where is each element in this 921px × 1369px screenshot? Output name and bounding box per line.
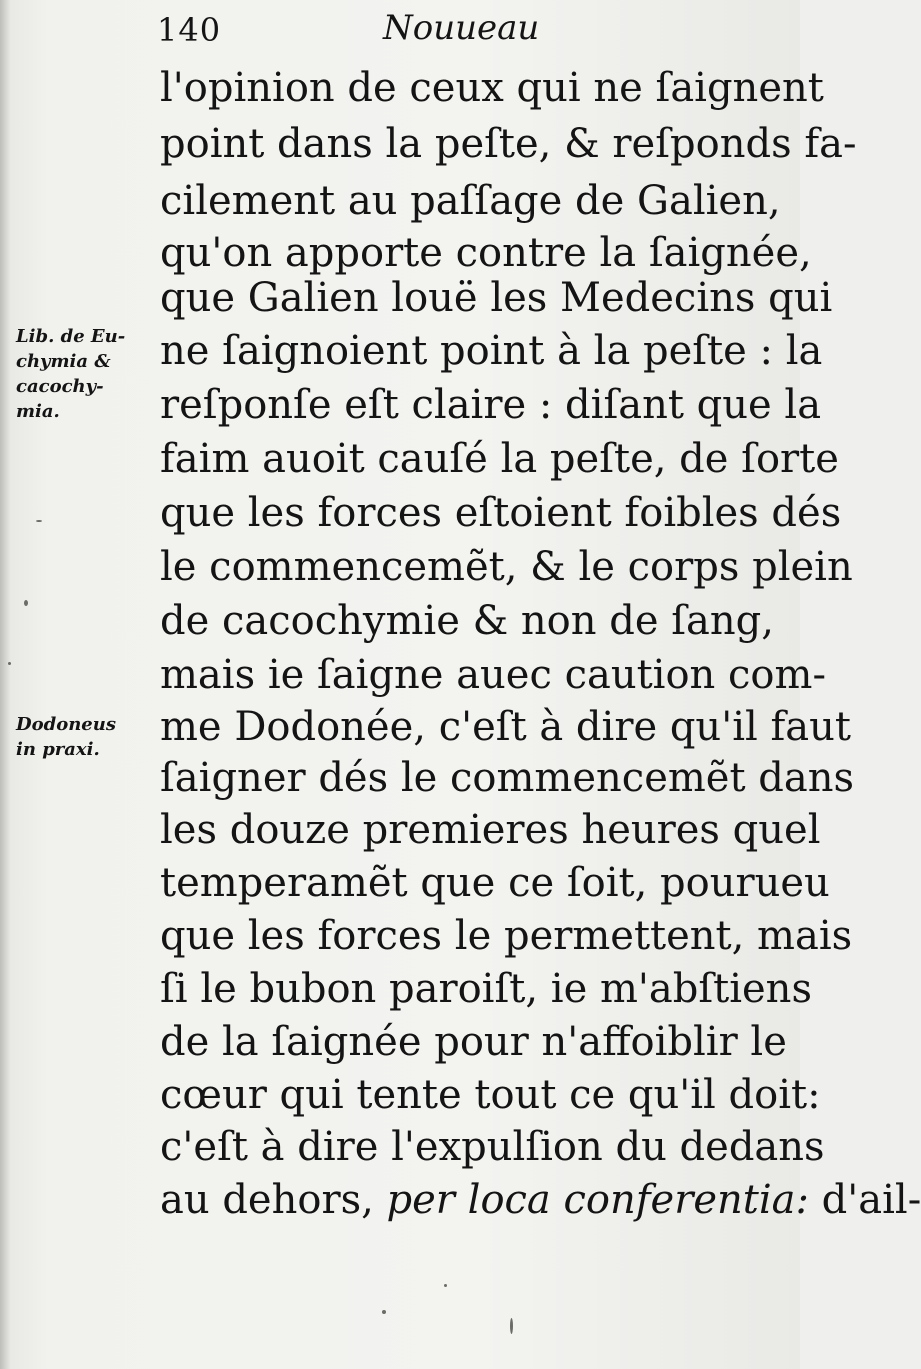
paper-speck [510,1318,513,1334]
text-line: faim auoit cauſé la peſte, de ſorte [160,436,839,482]
text-line: l'opinion de ceux qui ne ſaignent [160,65,824,111]
text-line: mais ie ſaigne auec caution com- [160,652,826,698]
paper-speck [36,520,42,522]
paper-speck [444,1284,447,1287]
text-line: c'eſt à dire l'expulſion du dedans [160,1124,825,1170]
text-line: point dans la peſte, & reſponds fa- [160,121,857,167]
text-line: ſaigner dés le commencemẽt dans [160,755,855,801]
text-line: les douze premieres heures quel [160,807,821,853]
text-line: de cacochymie & non de ſang, [160,598,774,644]
text-line: de la ſaignée pour n'affoiblir le [160,1019,787,1065]
marginal-note-line: Dodoneus [16,714,116,735]
marginal-note-dodoneus [16,712,156,762]
page-number: 140 [157,11,222,49]
text-line: temperamẽt que ce ſoit, pourueu [160,860,830,906]
last-line-italic-phrase: per loca conferentia: [386,1177,809,1223]
marginal-note-lib-de-euchymia [16,324,156,424]
last-line-roman-start: au dehors, [160,1177,387,1223]
text-line: que les forces le permettent, mais [160,913,853,959]
marginal-note-line: Lib. de Eu- [16,326,126,347]
text-line: que Galien louë les Medecins qui [160,275,833,321]
text-line: me Dodonée, c'eſt à dire qu'il faut [160,704,851,750]
paper-speck [24,600,28,606]
text-line: que les forces eſtoient foibles dés [160,490,842,536]
marginal-note-line: in praxi. [16,739,100,760]
text-line: cilement au paſſage de Galien, [160,178,781,224]
paper-speck [8,662,11,665]
text-line: cœur qui tente tout ce qu'il doit: [160,1072,821,1118]
last-line-roman-end: d'ail- [808,1177,921,1223]
paper-speck [382,1310,386,1314]
marginal-note-line: chymia & [16,351,111,372]
text-line: qu'on apporte contre la ſaignée, [160,230,812,276]
running-head: Nouueau [383,8,540,48]
marginal-note-line: mia. [16,401,60,422]
text-line: reſponſe eſt claire : diſant que la [160,382,822,428]
text-line-last [160,1173,921,1227]
text-line: le commencemẽt, & le corps plein [160,544,853,590]
text-line: ſi le bubon paroiſt, ie m'abſtiens [160,966,812,1012]
marginal-note-line: cacochy- [16,376,104,397]
text-line: ne ſaignoient point à la peſte : la [160,328,823,374]
